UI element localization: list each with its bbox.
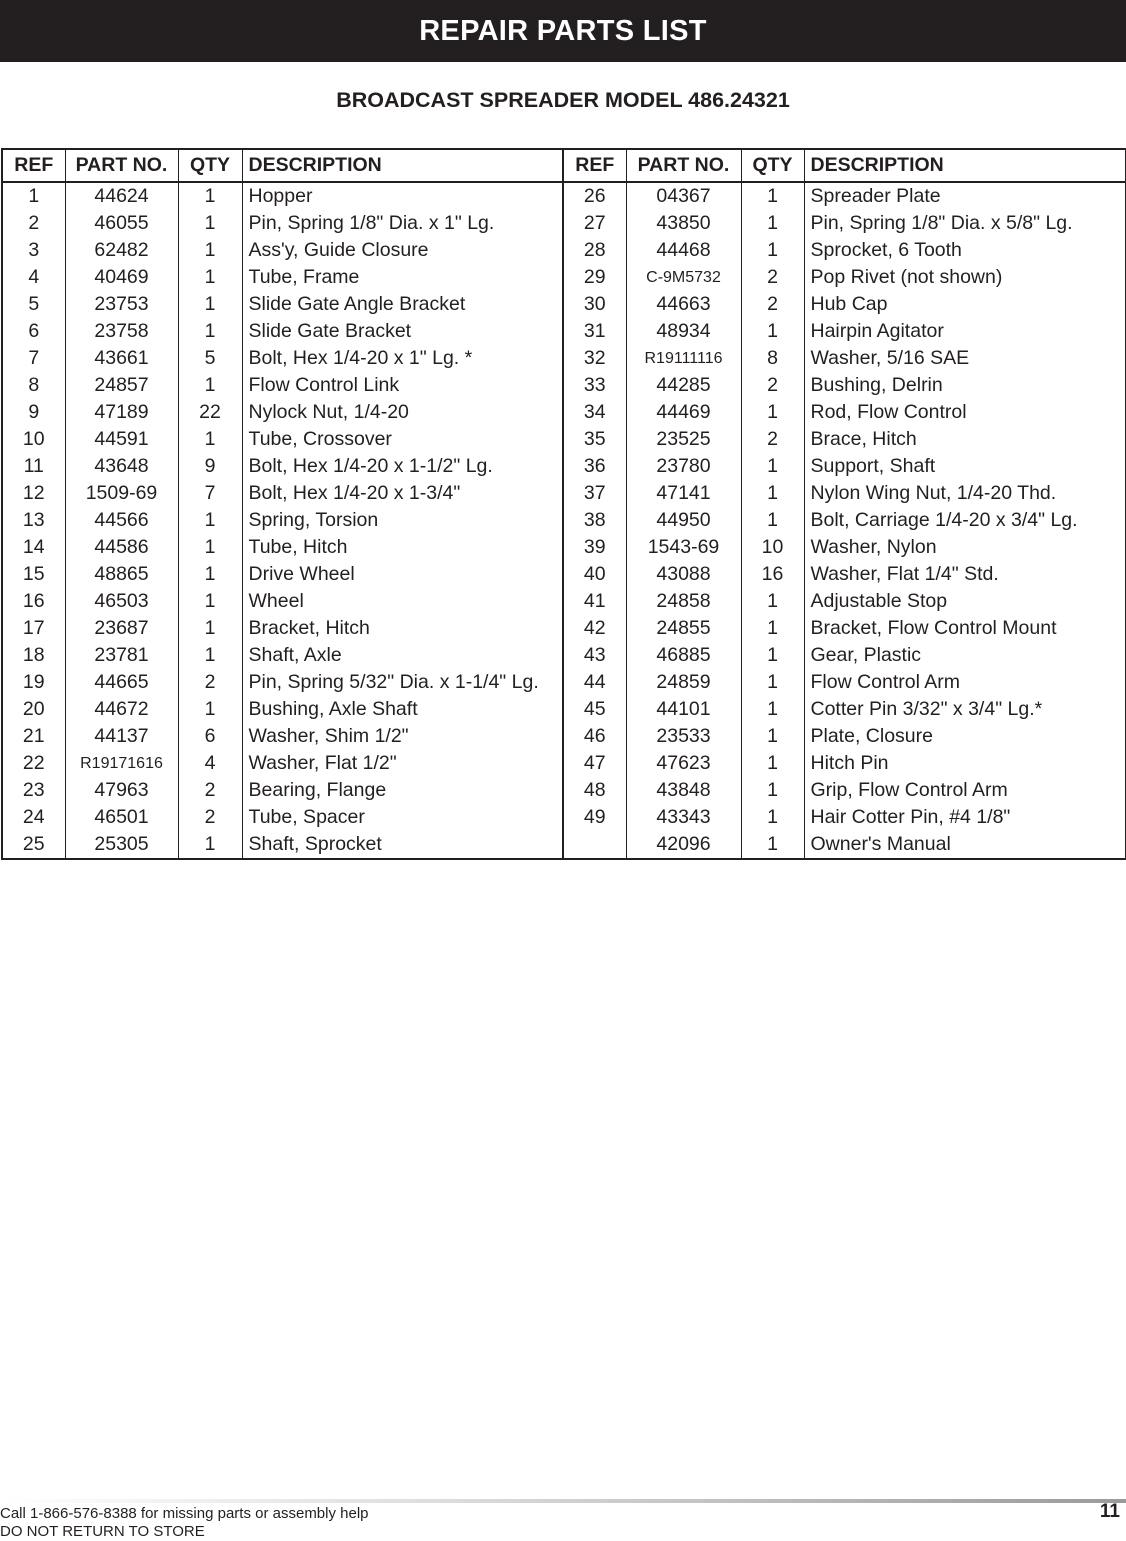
table-row bbox=[2, 804, 1126, 831]
cell-ref: 24 bbox=[22, 806, 45, 828]
column-header-part-no: PART NO. bbox=[65, 149, 178, 182]
cell-qty: 1 bbox=[741, 696, 804, 723]
cell-part-no: 44101 bbox=[626, 696, 741, 723]
column-header-description: DESCRIPTION bbox=[242, 149, 563, 182]
cell-qty: 1 bbox=[741, 750, 804, 777]
table-row bbox=[2, 399, 1126, 426]
cell-description: Ass'y, Guide Closure bbox=[242, 237, 563, 264]
cell-part-no: 24859 bbox=[626, 669, 741, 696]
cell-qty: 1 bbox=[741, 642, 804, 669]
cell-description: Hopper bbox=[242, 182, 563, 210]
cell-part-no: 44591 bbox=[65, 426, 178, 453]
cell-part-no: 44469 bbox=[626, 399, 741, 426]
table-row bbox=[2, 750, 1126, 777]
cell-description: Adjustable Stop bbox=[804, 588, 1126, 615]
cell-part-no: 44663 bbox=[626, 291, 741, 318]
cell-ref: 41 bbox=[563, 588, 626, 615]
cell-description: Slide Gate Bracket bbox=[242, 318, 563, 345]
table-row bbox=[2, 507, 1126, 534]
cell-qty: 4 bbox=[178, 750, 242, 777]
store-notice: DO NOT RETURN TO STORE bbox=[0, 1523, 205, 1540]
column-header-description: DESCRIPTION bbox=[804, 149, 1126, 182]
cell-ref: 49 bbox=[563, 804, 626, 831]
cell-ref: 44 bbox=[563, 669, 626, 696]
cell-qty: 1 bbox=[741, 669, 804, 696]
cell-description: Tube, Hitch bbox=[242, 534, 563, 561]
cell-description: Spreader Plate bbox=[804, 182, 1126, 210]
cell-ref: 11 bbox=[23, 455, 44, 477]
cell-part-no: 25305 bbox=[65, 831, 178, 859]
cell-part-no: 44566 bbox=[65, 507, 178, 534]
cell-description: Bearing, Flange bbox=[242, 777, 563, 804]
cell-part-no: 47963 bbox=[65, 777, 178, 804]
cell-part-no: 1509-69 bbox=[65, 480, 178, 507]
column-header-qty: QTY bbox=[178, 149, 242, 182]
cell-qty: 2 bbox=[741, 291, 804, 318]
cell-part-no: 44624 bbox=[65, 182, 178, 210]
cell-description: Bolt, Carriage 1/4-20 x 3/4" Lg. bbox=[804, 507, 1126, 534]
cell-part-no: 44468 bbox=[626, 237, 741, 264]
cell-part-no: 24855 bbox=[626, 615, 741, 642]
cell-ref: 31 bbox=[563, 318, 626, 345]
cell-part-no: 44285 bbox=[626, 372, 741, 399]
cell-description: Rod, Flow Control bbox=[804, 399, 1126, 426]
cell-ref: 40 bbox=[563, 561, 626, 588]
cell-qty: 1 bbox=[741, 615, 804, 642]
cell-qty: 1 bbox=[178, 831, 242, 859]
cell-description: Pop Rivet (not shown) bbox=[804, 264, 1126, 291]
cell-ref: 37 bbox=[563, 480, 626, 507]
cell-part-no: 1543-69 bbox=[626, 534, 741, 561]
cell-description: Owner's Manual bbox=[804, 831, 1126, 859]
cell-qty: 1 bbox=[178, 534, 242, 561]
cell-part-no: 43848 bbox=[626, 777, 741, 804]
cell-ref: 18 bbox=[22, 644, 45, 666]
cell-qty: 1 bbox=[178, 372, 242, 399]
cell-part-no: 48934 bbox=[626, 318, 741, 345]
table-row bbox=[2, 777, 1126, 804]
cell-ref: 32 bbox=[563, 345, 626, 372]
cell-qty: 1 bbox=[178, 182, 242, 210]
cell-description: Shaft, Axle bbox=[242, 642, 563, 669]
cell-description: Washer, Nylon bbox=[804, 534, 1126, 561]
cell-qty: 1 bbox=[178, 696, 242, 723]
cell-description: Grip, Flow Control Arm bbox=[804, 777, 1126, 804]
table-row bbox=[2, 696, 1126, 723]
cell-part-no: 23781 bbox=[65, 642, 178, 669]
table-row bbox=[2, 372, 1126, 399]
cell-ref: 13 bbox=[22, 509, 45, 531]
cell-qty: 10 bbox=[741, 534, 804, 561]
cell-qty: 2 bbox=[178, 804, 242, 831]
cell-ref: 4 bbox=[28, 266, 40, 288]
cell-ref: 34 bbox=[563, 399, 626, 426]
cell-description: Slide Gate Angle Bracket bbox=[242, 291, 563, 318]
column-header-qty: QTY bbox=[741, 149, 804, 182]
cell-ref: 33 bbox=[563, 372, 626, 399]
cell-description: Washer, 5/16 SAE bbox=[804, 345, 1126, 372]
cell-qty: 1 bbox=[178, 237, 242, 264]
cell-part-no: 23753 bbox=[65, 291, 178, 318]
cell-description: Washer, Flat 1/2" bbox=[242, 750, 563, 777]
cell-description: Spring, Torsion bbox=[242, 507, 563, 534]
table-row bbox=[2, 831, 1126, 859]
cell-qty: 9 bbox=[178, 453, 242, 480]
cell-ref: 5 bbox=[28, 293, 40, 315]
cell-part-no: 62482 bbox=[65, 237, 178, 264]
cell-description: Pin, Spring 1/8" Dia. x 5/8" Lg. bbox=[804, 210, 1126, 237]
table-row bbox=[2, 237, 1126, 264]
cell-description: Support, Shaft bbox=[804, 453, 1126, 480]
cell-qty: 2 bbox=[741, 372, 804, 399]
cell-part-no: 43850 bbox=[626, 210, 741, 237]
cell-qty: 1 bbox=[741, 777, 804, 804]
cell-description: Tube, Crossover bbox=[242, 426, 563, 453]
cell-description: Bracket, Flow Control Mount bbox=[804, 615, 1126, 642]
cell-qty: 1 bbox=[741, 182, 804, 210]
model-title: BROADCAST SPREADER MODEL 486.24321 bbox=[336, 88, 790, 112]
cell-ref: 25 bbox=[22, 833, 45, 855]
cell-ref: 20 bbox=[22, 698, 45, 720]
table-row bbox=[2, 561, 1126, 588]
cell-ref: 17 bbox=[22, 617, 45, 639]
cell-qty: 1 bbox=[178, 210, 242, 237]
cell-description: Hairpin Agitator bbox=[804, 318, 1126, 345]
cell-description: Tube, Frame bbox=[242, 264, 563, 291]
cell-qty: 1 bbox=[178, 642, 242, 669]
cell-part-no: 44672 bbox=[65, 696, 178, 723]
cell-part-no: 23525 bbox=[626, 426, 741, 453]
cell-qty: 16 bbox=[741, 561, 804, 588]
cell-qty: 1 bbox=[178, 426, 242, 453]
help-phone-line: Call 1-866-576-8388 for missing parts or assembly help bbox=[0, 1505, 369, 1522]
cell-description: Flow Control Link bbox=[242, 372, 563, 399]
repair-parts-table bbox=[1, 148, 1126, 860]
cell-description: Plate, Closure bbox=[804, 723, 1126, 750]
cell-description: Shaft, Sprocket bbox=[242, 831, 563, 859]
cell-description: Gear, Plastic bbox=[804, 642, 1126, 669]
cell-description: Pin, Spring 5/32" Dia. x 1-1/4" Lg. bbox=[242, 669, 563, 696]
cell-part-no: 47189 bbox=[65, 399, 178, 426]
cell-description: Washer, Flat 1/4" Std. bbox=[804, 561, 1126, 588]
cell-part-no: 43648 bbox=[65, 453, 178, 480]
cell-qty: 1 bbox=[741, 318, 804, 345]
cell-ref: 21 bbox=[22, 725, 45, 747]
cell-qty: 1 bbox=[741, 831, 804, 859]
cell-part-no: 46885 bbox=[626, 642, 741, 669]
table-row bbox=[2, 264, 1126, 291]
cell-description: Nylock Nut, 1/4-20 bbox=[242, 399, 563, 426]
cell-qty: 7 bbox=[178, 480, 242, 507]
cell-qty: 1 bbox=[741, 480, 804, 507]
cell-qty: 2 bbox=[178, 669, 242, 696]
cell-ref: 27 bbox=[563, 210, 626, 237]
cell-description: Bracket, Hitch bbox=[242, 615, 563, 642]
cell-ref: 43 bbox=[563, 642, 626, 669]
cell-ref: 23 bbox=[22, 779, 45, 801]
cell-ref: 29 bbox=[563, 264, 626, 291]
cell-qty: 1 bbox=[178, 291, 242, 318]
cell-qty: 1 bbox=[741, 453, 804, 480]
cell-qty: 1 bbox=[178, 318, 242, 345]
cell-ref bbox=[563, 831, 626, 859]
cell-ref: 8 bbox=[28, 374, 40, 396]
cell-ref: 28 bbox=[563, 237, 626, 264]
cell-qty: 22 bbox=[178, 399, 242, 426]
cell-description: Bolt, Hex 1/4-20 x 1-1/2" Lg. bbox=[242, 453, 563, 480]
column-header-ref: REF bbox=[2, 149, 65, 182]
cell-description: Washer, Shim 1/2" bbox=[242, 723, 563, 750]
cell-part-no: R19111116 bbox=[626, 345, 741, 372]
table-row bbox=[2, 480, 1126, 507]
cell-part-no: 24858 bbox=[626, 588, 741, 615]
cell-ref: 48 bbox=[563, 777, 626, 804]
cell-ref: 15 bbox=[22, 563, 45, 585]
cell-qty: 1 bbox=[178, 615, 242, 642]
cell-ref: 22 bbox=[22, 752, 45, 774]
cell-description: Wheel bbox=[242, 588, 563, 615]
table-row bbox=[2, 345, 1126, 372]
cell-description: Nylon Wing Nut, 1/4-20 Thd. bbox=[804, 480, 1126, 507]
cell-part-no: 42096 bbox=[626, 831, 741, 859]
cell-ref: 47 bbox=[563, 750, 626, 777]
cell-ref: 38 bbox=[563, 507, 626, 534]
table-row bbox=[2, 642, 1126, 669]
cell-qty: 1 bbox=[741, 237, 804, 264]
cell-qty: 1 bbox=[178, 507, 242, 534]
cell-qty: 2 bbox=[178, 777, 242, 804]
cell-part-no: 46501 bbox=[65, 804, 178, 831]
cell-description: Hair Cotter Pin, #4 1/8" bbox=[804, 804, 1126, 831]
cell-part-no: 48865 bbox=[65, 561, 178, 588]
cell-part-no: 43343 bbox=[626, 804, 741, 831]
cell-description: Hitch Pin bbox=[804, 750, 1126, 777]
cell-description: Bolt, Hex 1/4-20 x 1" Lg. * bbox=[242, 345, 563, 372]
footer-info bbox=[0, 1505, 369, 1541]
cell-ref: 6 bbox=[28, 320, 40, 342]
cell-ref: 42 bbox=[563, 615, 626, 642]
cell-ref: 19 bbox=[22, 671, 45, 693]
cell-qty: 1 bbox=[741, 507, 804, 534]
table-row bbox=[2, 182, 1126, 210]
cell-part-no: 44586 bbox=[65, 534, 178, 561]
cell-qty: 1 bbox=[178, 561, 242, 588]
cell-ref: 36 bbox=[563, 453, 626, 480]
cell-part-no: 04367 bbox=[626, 182, 741, 210]
table-row bbox=[2, 615, 1126, 642]
cell-part-no: 40469 bbox=[65, 264, 178, 291]
cell-description: Sprocket, 6 Tooth bbox=[804, 237, 1126, 264]
cell-ref: 9 bbox=[28, 401, 40, 423]
page-number: 11 bbox=[1099, 1501, 1120, 1522]
page-banner bbox=[0, 0, 1126, 62]
cell-description: Hub Cap bbox=[804, 291, 1126, 318]
cell-part-no: 24857 bbox=[65, 372, 178, 399]
cell-qty: 5 bbox=[178, 345, 242, 372]
cell-qty: 1 bbox=[178, 264, 242, 291]
cell-qty: 1 bbox=[741, 588, 804, 615]
cell-part-no: 47623 bbox=[626, 750, 741, 777]
cell-ref: 30 bbox=[563, 291, 626, 318]
cell-qty: 2 bbox=[741, 426, 804, 453]
table-row bbox=[2, 723, 1126, 750]
cell-ref: 26 bbox=[563, 182, 626, 210]
column-header-ref: REF bbox=[563, 149, 626, 182]
cell-ref: 16 bbox=[22, 590, 45, 612]
table-row bbox=[2, 318, 1126, 345]
cell-ref: 10 bbox=[22, 428, 45, 450]
cell-description: Flow Control Arm bbox=[804, 669, 1126, 696]
cell-part-no: 23780 bbox=[626, 453, 741, 480]
cell-part-no: 44950 bbox=[626, 507, 741, 534]
cell-part-no: R19171616 bbox=[65, 750, 178, 777]
table-row bbox=[2, 669, 1126, 696]
banner-title: REPAIR PARTS LIST bbox=[419, 14, 707, 47]
cell-ref: 35 bbox=[563, 426, 626, 453]
cell-part-no: 46503 bbox=[65, 588, 178, 615]
cell-description: Tube, Spacer bbox=[242, 804, 563, 831]
table-row bbox=[2, 534, 1126, 561]
cell-qty: 1 bbox=[741, 210, 804, 237]
cell-ref: 7 bbox=[28, 347, 40, 369]
column-header-part-no: PART NO. bbox=[626, 149, 741, 182]
cell-description: Bushing, Axle Shaft bbox=[242, 696, 563, 723]
cell-ref: 46 bbox=[563, 723, 626, 750]
parts-table-body bbox=[2, 182, 1126, 859]
cell-qty: 1 bbox=[178, 588, 242, 615]
table-header-row bbox=[2, 149, 1126, 182]
cell-part-no: 44665 bbox=[65, 669, 178, 696]
cell-part-no: 47141 bbox=[626, 480, 741, 507]
table-row bbox=[2, 210, 1126, 237]
table-row bbox=[2, 588, 1126, 615]
cell-part-no: 44137 bbox=[65, 723, 178, 750]
cell-ref: 12 bbox=[22, 482, 45, 504]
cell-part-no: 23687 bbox=[65, 615, 178, 642]
table-row bbox=[2, 291, 1126, 318]
cell-part-no: 46055 bbox=[65, 210, 178, 237]
table-row bbox=[2, 453, 1126, 480]
cell-qty: 6 bbox=[178, 723, 242, 750]
cell-description: Brace, Hitch bbox=[804, 426, 1126, 453]
cell-ref: 45 bbox=[563, 696, 626, 723]
cell-ref: 1 bbox=[28, 185, 40, 207]
cell-part-no: 43088 bbox=[626, 561, 741, 588]
cell-part-no: C-9M5732 bbox=[626, 264, 741, 291]
cell-description: Cotter Pin 3/32" x 3/4" Lg.* bbox=[804, 696, 1126, 723]
cell-qty: 1 bbox=[741, 804, 804, 831]
cell-ref: 2 bbox=[28, 212, 40, 234]
cell-part-no: 23533 bbox=[626, 723, 741, 750]
cell-part-no: 43661 bbox=[65, 345, 178, 372]
cell-qty: 1 bbox=[741, 399, 804, 426]
cell-ref: 39 bbox=[563, 534, 626, 561]
cell-description: Bolt, Hex 1/4-20 x 1-3/4" bbox=[242, 480, 563, 507]
footer-divider bbox=[0, 1499, 1126, 1503]
cell-ref: 14 bbox=[22, 536, 45, 558]
cell-qty: 8 bbox=[741, 345, 804, 372]
table-row bbox=[2, 426, 1126, 453]
cell-ref: 3 bbox=[28, 239, 40, 261]
cell-part-no: 23758 bbox=[65, 318, 178, 345]
cell-description: Bushing, Delrin bbox=[804, 372, 1126, 399]
cell-qty: 1 bbox=[741, 723, 804, 750]
cell-qty: 2 bbox=[741, 264, 804, 291]
cell-description: Drive Wheel bbox=[242, 561, 563, 588]
cell-description: Pin, Spring 1/8" Dia. x 1" Lg. bbox=[242, 210, 563, 237]
